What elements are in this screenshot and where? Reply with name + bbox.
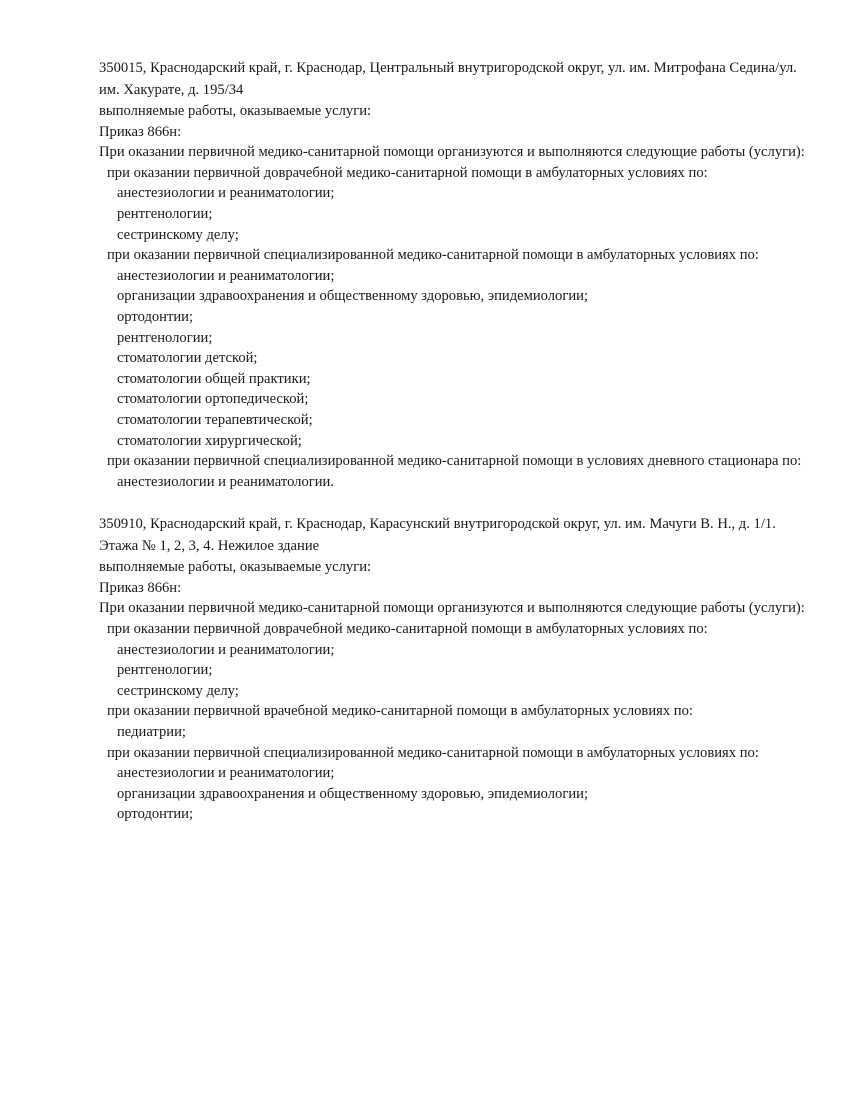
service-item: анестезиологии и реаниматологии; (117, 185, 335, 202)
service-item: рентгенологии; (117, 205, 213, 222)
service-item: анестезиологии и реаниматологии; (117, 765, 335, 782)
license-address-block (99, 514, 811, 825)
service-category: при оказании первичной специализированной медико-санитарной помощи в амбулаторных условиях по: (107, 247, 759, 264)
service-item: стоматологии детской; (117, 350, 258, 367)
license-address-block (99, 58, 811, 492)
services-intro: При оказании первичной медико-санитарной помощи организуются и выполняются следующие работы (услуги): (99, 144, 805, 161)
service-item: стоматологии хирургической; (117, 432, 302, 449)
service-category: при оказании первичной специализированной медико-санитарной помощи в амбулаторных условиях по: (107, 744, 759, 761)
facility-address: 350015, Краснодарский край, г. Краснодар, Центральный внутригородской округ, ул. им. Митрофана Седина/ул. им. Хакурате, д. 195/34 (99, 60, 797, 98)
services-heading: выполняемые работы, оказываемые услуги: (99, 559, 372, 576)
service-item: анестезиологии и реаниматологии; (117, 641, 335, 658)
service-item: стоматологии общей практики; (117, 370, 311, 387)
services-heading: выполняемые работы, оказываемые услуги: (99, 103, 372, 119)
service-item: организации здравоохранения и общественному здоровью, эпидемиологии; (117, 785, 589, 802)
service-item: стоматологии терапевтической; (117, 411, 313, 428)
service-item: рентгенологии; (117, 329, 213, 346)
document-body (99, 58, 811, 825)
service-item: педиатрии; (117, 724, 186, 741)
service-item: организации здравоохранения и общественному здоровью, эпидемиологии; (117, 288, 589, 305)
order-reference: Приказ 866н: (99, 579, 182, 596)
facility-address: 350910, Краснодарский край, г. Краснодар, Карасунский внутригородской округ, ул. им. Мачуги В. Н., д. 1/1. Этажа № 1, 2, 3, 4. Нежилое здание (99, 516, 776, 554)
service-item: ортодонтии; (117, 806, 194, 823)
service-category: при оказании первичной доврачебной медико-санитарной помощи в амбулаторных условиях по: (107, 621, 708, 638)
service-item: сестринскому делу; (117, 226, 239, 243)
service-item: стоматологии ортопедической; (117, 391, 309, 408)
services-intro: При оказании первичной медико-санитарной помощи организуются и выполняются следующие работы (услуги): (99, 600, 805, 617)
service-item: сестринскому делу; (117, 682, 239, 699)
service-item: ортодонтии; (117, 308, 194, 325)
order-reference: Приказ 866н: (99, 123, 182, 140)
service-category: при оказании первичной врачебной медико-санитарной помощи в амбулаторных условиях по: (107, 703, 693, 720)
service-item: анестезиологии и реаниматологии; (117, 267, 335, 284)
service-category: при оказании первичной доврачебной медико-санитарной помощи в амбулаторных условиях по: (107, 164, 708, 181)
service-category: при оказании первичной специализированной медико-санитарной помощи в условиях дневного стационара по: (107, 453, 802, 470)
service-item: рентгенологии; (117, 662, 213, 679)
service-item: анестезиологии и реаниматологии. (117, 473, 335, 490)
